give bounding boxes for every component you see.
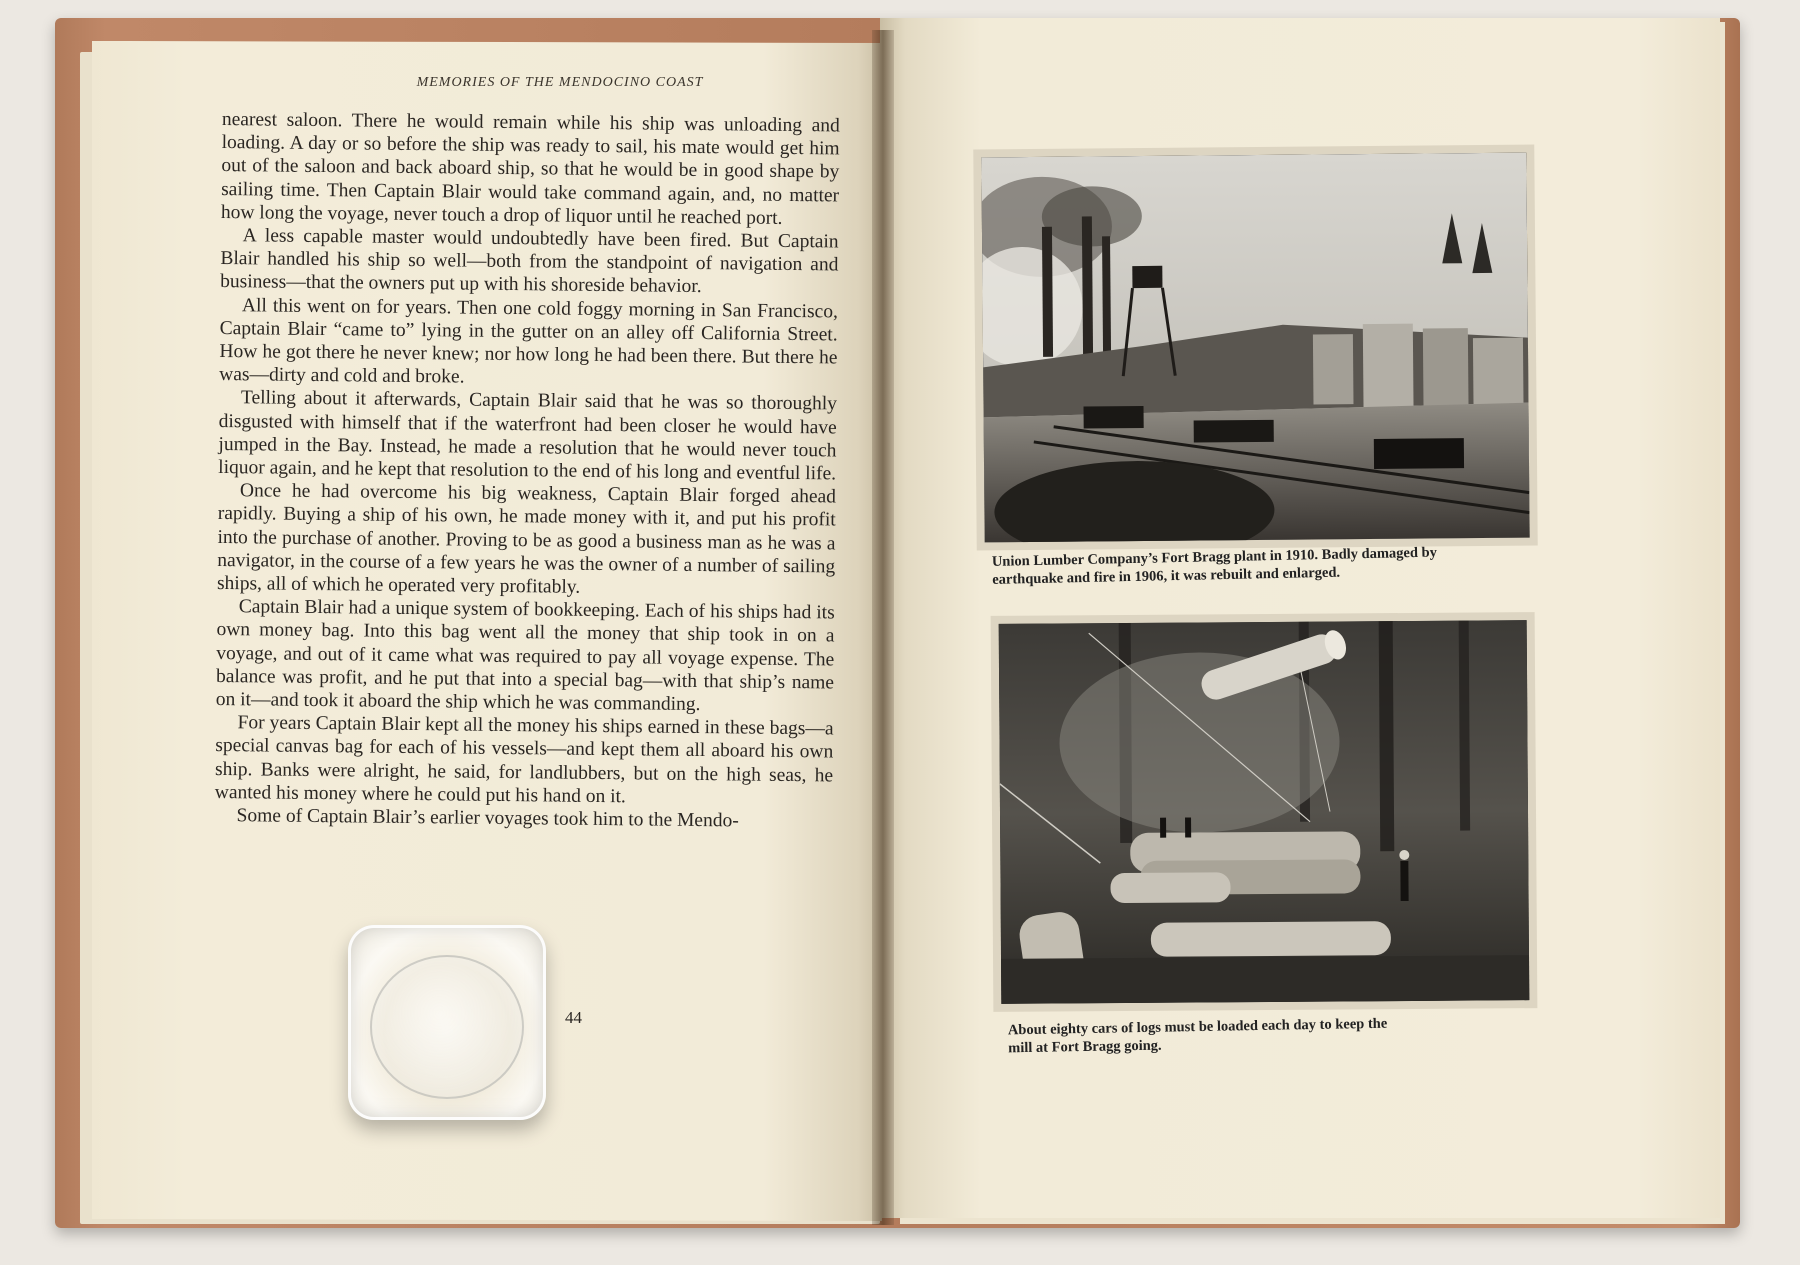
paperweight-lens bbox=[370, 955, 524, 1099]
left-page-text bbox=[214, 108, 839, 834]
paragraph: Telling about it afterwards, Captain Blair said that he was so thoroughly disgusted with himself that if the waterfront had been closer he would have jumped in the Bay. Instead, he made a resolution that he would never touch liquor again, and he kept that resolution to the end of his long and eventful life. bbox=[218, 387, 838, 485]
running-head: MEMORIES OF THE MENDOCINO COAST bbox=[416, 75, 704, 90]
photo-caption: About eighty cars of logs must be loaded each day to keep the mill at Fort Bragg going. bbox=[1007, 1015, 1388, 1057]
log-loading-image bbox=[999, 620, 1530, 1004]
paragraph: nearest saloon. There he would remain while his ship was unloading and loading. A day or so before the ship was ready to sail, his mate would get him out of the saloon and back aboard ship, so that he would be in good shape by sailing time. Then Captain Blair would take command again, and, no matter how long the voyage, never touch a drop of liquor until he reached port. bbox=[220, 108, 840, 229]
paragraph: All this went on for years. Then one cold foggy morning in San Francisco, Captain Blair “came to” lying in the gutter on an alley off California Street. How he got there he never knew; nor how long he had been there. But there he was—dirty and cold and broke. bbox=[219, 294, 839, 388]
paragraph: Once he had overcome his big weakness, Captain Blair forged ahead rapidly. Buying a ship of his own, he made money with it, and put his profit into the purchase of another. Proving to be as good a business man as he was a navigator, in the course of a few years he was the owner of a number of sailing ships, all of which he operated very profitably. bbox=[216, 480, 837, 598]
paragraph: A less capable master would undoubtedly have been fired. But Captain Blair handled his ship so well—both from the standpoint of navigation and business—that the owners put up with his shoreside behavior. bbox=[220, 225, 839, 298]
log-loading-photo bbox=[999, 620, 1530, 1004]
paragraph: For years Captain Blair kept all the money his ships earned in these bags—a special canvas bag for each of his vessels—and kept them all aboard his own ship. Banks were alright, he said, for landlubbers, but on the high seas, he wanted his money where he could put his hand on it. bbox=[214, 712, 834, 808]
paragraph: Captain Blair had a unique system of bookkeeping. Each of his ships had its own money bag. Into this bag went all the money that ship took in on a voyage, and out of it came what was required to pay all voyage expense. The balance was profit, and he put that into a special bag—with that ship’s name on it—and took it aboard the ship which he was commanding. bbox=[215, 596, 835, 716]
crystal-paperweight bbox=[348, 925, 546, 1120]
photo-caption: Union Lumber Company’s Fort Bragg plant in 1910. Badly damaged by earthquake and fire in 1906, it was rebuilt and enlarged. bbox=[991, 544, 1438, 588]
paragraph: Some of Captain Blair’s earlier voyages took him to the Mendo- bbox=[236, 805, 739, 832]
book-gutter bbox=[872, 30, 894, 1225]
lumber-mill-image bbox=[981, 153, 1529, 543]
page-number: 44 bbox=[565, 1008, 582, 1027]
lumber-mill-photo bbox=[981, 153, 1529, 543]
